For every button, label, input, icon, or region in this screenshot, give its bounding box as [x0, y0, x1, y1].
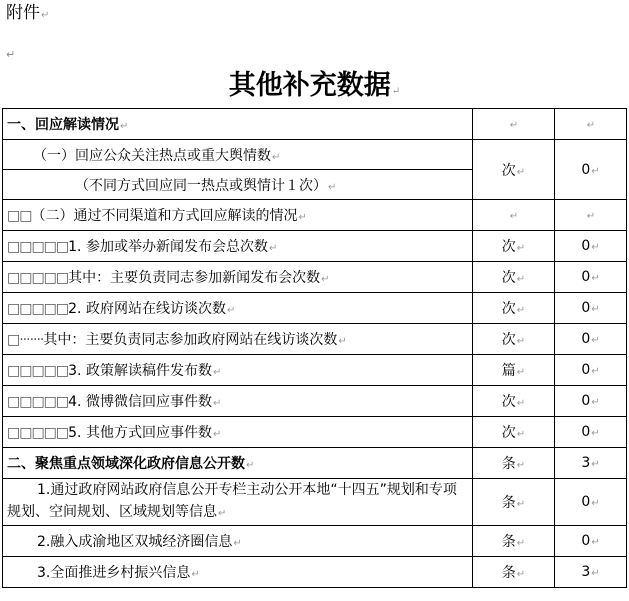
- table-row: [3, 200, 627, 231]
- table-row: [3, 262, 627, 293]
- unit-cell: ↵: [473, 109, 555, 140]
- row-note: （不同方式回应同一热点或舆情计１次）↵: [3, 170, 473, 200]
- value-cell: 0↵: [555, 386, 627, 417]
- unit-cell: ↵: [473, 200, 555, 231]
- unit-cell: 次↵: [473, 293, 555, 324]
- table-row: [3, 386, 627, 417]
- unit-cell: 条↵: [473, 526, 555, 557]
- value-cell: 3↵: [555, 448, 627, 479]
- paragraph-mark: ↵: [6, 48, 16, 61]
- table-row: [3, 448, 627, 479]
- row-label: □□（二）通过不同渠道和方式回应解读的情况↵: [3, 200, 473, 231]
- table-row: [3, 231, 627, 262]
- unit-cell: 条↵: [473, 448, 555, 479]
- table-row: [3, 109, 627, 140]
- value-cell: 3↵: [555, 557, 627, 588]
- table-row: [3, 526, 627, 557]
- table-row: [3, 324, 627, 355]
- value-cell: 0↵: [555, 526, 627, 557]
- value-cell: 0↵: [555, 479, 627, 526]
- row-label: □□□□□3. 政策解读稿件发布数↵: [3, 355, 473, 386]
- table-row: [3, 417, 627, 448]
- attachment-label: 附件↵: [6, 3, 50, 23]
- unit-cell: 次↵: [473, 386, 555, 417]
- section-heading-disclosure: 二、聚焦重点领域深化政府信息公开数↵: [3, 448, 473, 479]
- value-cell: 0↵: [555, 324, 627, 355]
- row-label: （一）回应公众关注热点或重大舆情数↵: [3, 140, 473, 170]
- unit-cell: 次↵: [473, 262, 555, 293]
- value-cell: 0↵: [555, 140, 627, 200]
- value-cell: 0↵: [555, 417, 627, 448]
- row-label: 1.通过政府网站政府信息公开专栏主动公开本地“十四五”规划和专项规划、空间规划、区域规划等信息↵: [3, 479, 473, 526]
- row-label: □·······其中：主要负责同志参加政府网站在线访谈次数↵: [3, 324, 473, 355]
- unit-cell: 篇↵: [473, 355, 555, 386]
- table-row: [3, 293, 627, 324]
- table-row: [3, 557, 627, 588]
- unit-cell: 条↵: [473, 479, 555, 526]
- value-cell: 0↵: [555, 231, 627, 262]
- row-label: 3.全面推进乡村振兴信息↵: [3, 557, 473, 588]
- unit-cell: 次↵: [473, 140, 555, 200]
- row-label: 2.融入成渝地区双城经济圈信息↵: [3, 526, 473, 557]
- document-title: 其他补充数据↵: [228, 70, 401, 101]
- row-label: □□□□□5. 其他方式回应事件数↵: [3, 417, 473, 448]
- row-label: □□□□□4. 微博微信回应事件数↵: [3, 386, 473, 417]
- unit-cell: 次↵: [473, 231, 555, 262]
- value-cell: ↵: [555, 109, 627, 140]
- row-label: □□□□□2. 政府网站在线访谈次数↵: [3, 293, 473, 324]
- value-cell: 0↵: [555, 355, 627, 386]
- value-cell: 0↵: [555, 262, 627, 293]
- row-label: □□□□□其中：主要负责同志参加新闻发布会次数↵: [3, 262, 473, 293]
- unit-cell: 次↵: [473, 324, 555, 355]
- row-label: □□□□□1. 参加或举办新闻发布会总次数↵: [3, 231, 473, 262]
- unit-cell: 条↵: [473, 557, 555, 588]
- unit-cell: 次↵: [473, 417, 555, 448]
- section-heading-response: 一、回应解读情况↵: [3, 109, 473, 140]
- supplementary-data-table: [2, 108, 627, 588]
- value-cell: ↵: [555, 200, 627, 231]
- table-row: [3, 479, 627, 526]
- table-row: [3, 140, 627, 170]
- table-row: [3, 355, 627, 386]
- value-cell: 0↵: [555, 293, 627, 324]
